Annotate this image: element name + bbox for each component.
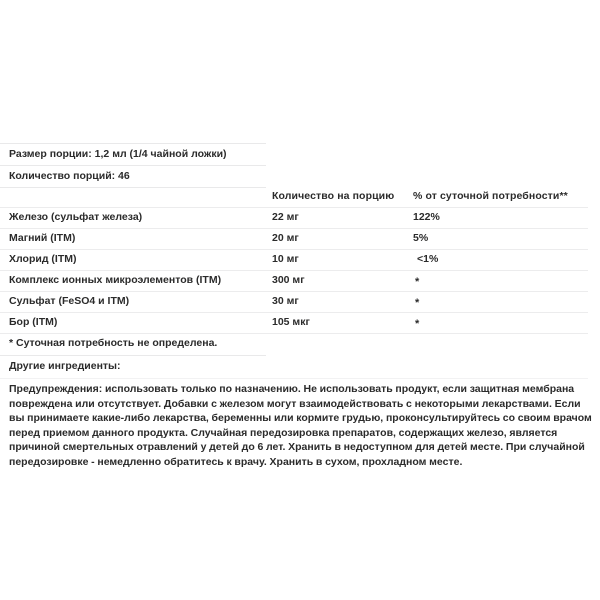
serving-info-section bbox=[0, 143, 600, 188]
column-header-daily-value: % от суточной потребности** bbox=[413, 190, 568, 202]
serving-size-row bbox=[0, 143, 600, 165]
nutrient-amount: 22 мг bbox=[272, 211, 299, 223]
nutrient-amount: 20 мг bbox=[272, 232, 299, 244]
other-ingredients-bottom-divider-wrap bbox=[0, 378, 600, 379]
table-row bbox=[0, 249, 600, 270]
table-row bbox=[0, 270, 600, 291]
nutrient-name: Магний (ITM) bbox=[9, 232, 76, 244]
nutrient-name: Хлорид (ITM) bbox=[9, 253, 77, 265]
nutrient-daily-value: * bbox=[415, 276, 420, 288]
divider bbox=[0, 165, 266, 166]
divider bbox=[0, 378, 588, 379]
servings-per-container-label: Количество порций: 46 bbox=[9, 170, 130, 182]
other-ingredients-section bbox=[0, 355, 600, 379]
nutrient-table bbox=[0, 186, 600, 334]
nutrient-daily-value: * bbox=[415, 318, 420, 330]
divider bbox=[0, 355, 266, 356]
nutrient-amount: 10 мг bbox=[272, 253, 299, 265]
divider bbox=[0, 143, 266, 144]
table-row bbox=[0, 291, 600, 312]
nutrient-daily-value: <1% bbox=[417, 253, 439, 265]
nutrient-name: Железо (сульфат железа) bbox=[9, 211, 143, 223]
nutrient-daily-value: 5% bbox=[413, 232, 429, 244]
table-header-row bbox=[0, 186, 600, 207]
daily-value-footnote: * Суточная потребность не определена. bbox=[9, 337, 218, 349]
servings-per-container-row bbox=[0, 165, 600, 187]
nutrient-name: Сульфат (FeSO4 и ITM) bbox=[9, 295, 130, 307]
warnings-section bbox=[9, 382, 595, 470]
nutrient-amount: 30 мг bbox=[272, 295, 299, 307]
nutrient-daily-value: 122% bbox=[413, 211, 440, 223]
other-ingredients-row bbox=[0, 355, 600, 378]
nutrient-name: Комплекс ионных микроэлементов (ITM) bbox=[9, 274, 222, 286]
nutrient-amount: 105 мкг bbox=[272, 316, 310, 328]
table-row bbox=[0, 228, 600, 249]
table-row bbox=[0, 312, 600, 333]
column-header-amount: Количество на порцию bbox=[272, 190, 395, 202]
nutrient-amount: 300 мг bbox=[272, 274, 305, 286]
footnote-section bbox=[0, 333, 600, 354]
warnings-text: Предупреждения: использовать только по назначению. Не использовать продукт, если защитная мембрана повреждена или отсутствует. Добавки с железом могут взаимодействовать с некоторыми лекарствами. Если вы принимаете какие-либо лекарства, беременны или кормите грудью, проконсультируйтесь со своим врачом перед приемом данного продукта. Случайная передозировка препаратов, содержащих железо, является причиной смертельных отравлений у детей до 6 лет. Хранить в недоступном для детей месте. При случайной передозировке - немедленно обратитесь к врачу. Хранить в сухом, прохладном месте. bbox=[9, 383, 592, 468]
table-row bbox=[0, 207, 600, 228]
other-ingredients-heading: Другие ингредиенты: bbox=[9, 360, 121, 372]
daily-value-footnote-row bbox=[0, 333, 600, 354]
serving-size-label: Размер порции: 1,2 мл (1/4 чайной ложки) bbox=[9, 148, 227, 160]
nutrient-daily-value: * bbox=[415, 297, 420, 309]
nutrient-name: Бор (ITM) bbox=[9, 316, 58, 328]
